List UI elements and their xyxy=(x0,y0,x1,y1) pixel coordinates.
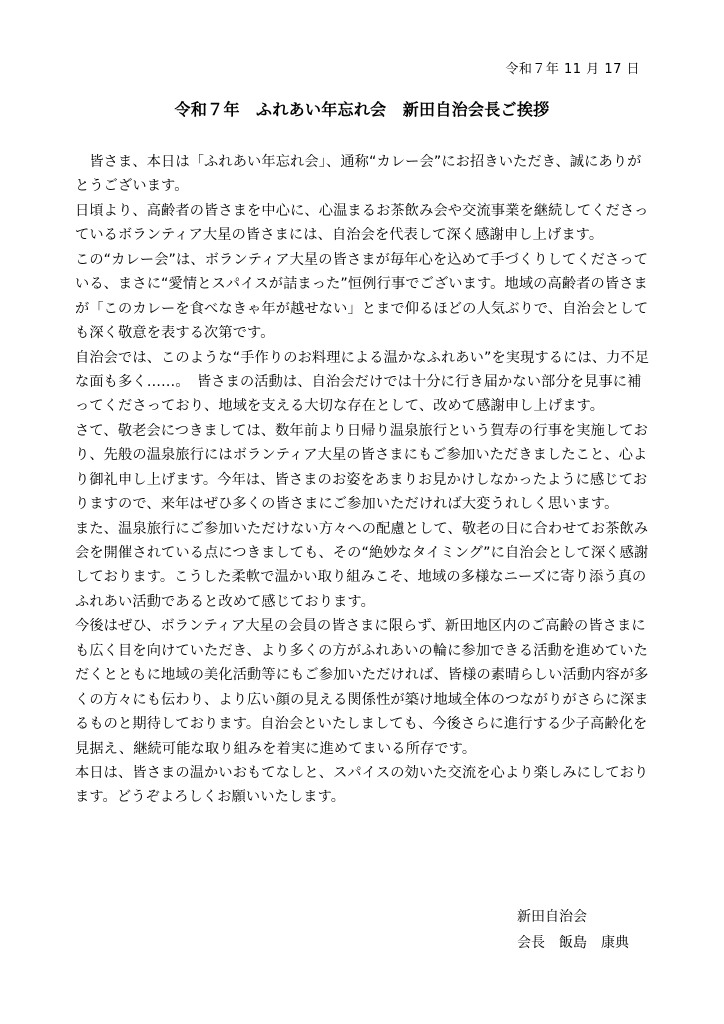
body-line: とうございます。 xyxy=(75,178,189,195)
body-line: るものと期待しております。自治会といたしましても、今後さらに進行する少子高齢化を xyxy=(75,716,648,733)
body-line: しております。こうした柔軟で温かい取り組みこそ、地域の多様なニーズに寄り添う真の xyxy=(75,569,647,586)
document-title: 令和７年 ふれあい年忘れ会 新田自治会長ご挨拶 xyxy=(174,100,550,119)
body-line: 今後はぜひ、ボランティア大星の会員の皆さまに限らず、新田地区内のご高齢の皆さまに xyxy=(75,618,646,635)
body-line: 自治会では、このような“手作りのお料理による温かなふれあい”を実現するには、力不足 xyxy=(75,349,650,366)
body-line: いる、まさに“愛情とスパイスが詰まった”恒例行事でございます。地域の高齢者の皆さま xyxy=(75,276,648,293)
body-line: 皆さま、本日は「ふれあい年忘れ会」、通称“カレー会”にお招きいただき、誠にありが xyxy=(75,154,642,170)
document-date: 令和７年 11 月 17 日 xyxy=(505,62,640,77)
body-line: この“カレー会”は、ボランティア大星の皆さまが毎年心を込めて手づくりしてくださって xyxy=(75,251,649,268)
signature-organization: 新田自治会 xyxy=(517,909,587,925)
speech-body xyxy=(75,150,655,810)
body-line: 日頃より、高齢者の皆さまを中心に、心温まるお茶飲み会や交流事業を継続してくださっ xyxy=(75,202,649,219)
body-line: だくとともに地域の美化活動等にもご参加いただければ、皆様の素晴らしい活動内容が多 xyxy=(75,667,649,684)
body-line: が「このカレーを食べなきゃ年が越せない」とまで仰るほどの人気ぶりで、自治会として xyxy=(75,300,649,317)
body-line: り、先般の温泉旅行にはボランティア大星の皆さまにもご参加いただきましたこと、心よ xyxy=(75,447,648,464)
body-line: ってくださっており、地域を支える大切な存在として、改めて感謝申し上げます。 xyxy=(75,398,605,415)
body-line: ます。どうぞよろしくお願いいたします。 xyxy=(75,789,346,806)
body-line: りますので、来年はぜひ多くの皆さまにご参加いただければ大変うれしく思います。 xyxy=(75,496,619,513)
body-line: も深く敬意を表する次第です。 xyxy=(75,325,275,342)
signature-block xyxy=(517,904,629,956)
signature-signer: 会長 飯島 康典 xyxy=(517,935,629,951)
body-line: さて、敬老会につきましては、数年前より日帰り温泉旅行という賀寿の行事を実施してお xyxy=(75,422,648,439)
body-line: ふれあい活動であると改めて感じております。 xyxy=(75,593,375,610)
body-line: 本日は、皆さまの温かいおもてなしと、スパイスの効いた交流を心より楽しみにしており xyxy=(75,764,649,781)
body-line: り御礼申し上げます。今年は、皆さまのお姿をあまりお見かけしなかったように感じてお xyxy=(75,471,648,488)
body-line: 会を開催されている点につきましても、その“絶妙なタイミング”に自治会として深く感謝 xyxy=(75,545,649,561)
body-line: 見据え、継続可能な取り組みを着実に進めてまいる所存です。 xyxy=(75,740,477,757)
body-line: な面も多く……。 皆さまの活動は、自治会だけでは十分に行き届かない部分を見事に補 xyxy=(75,373,642,390)
body-line: も広く目を向けていただき、より多くの方がふれあいの輪に参加できる活動を進めていた xyxy=(75,642,648,659)
body-line: くの方々にも伝わり、より広い顔の見える関係性が築け地域全体のつながりがさらに深ま xyxy=(75,691,649,708)
body-line: また、温泉旅行にご参加いただけない方々への配慮として、敬老の日に合わせてお茶飲み xyxy=(75,520,649,537)
body-line: ているボランティア大星の皆さまには、自治会を代表して深く感謝申し上げます。 xyxy=(75,227,604,244)
